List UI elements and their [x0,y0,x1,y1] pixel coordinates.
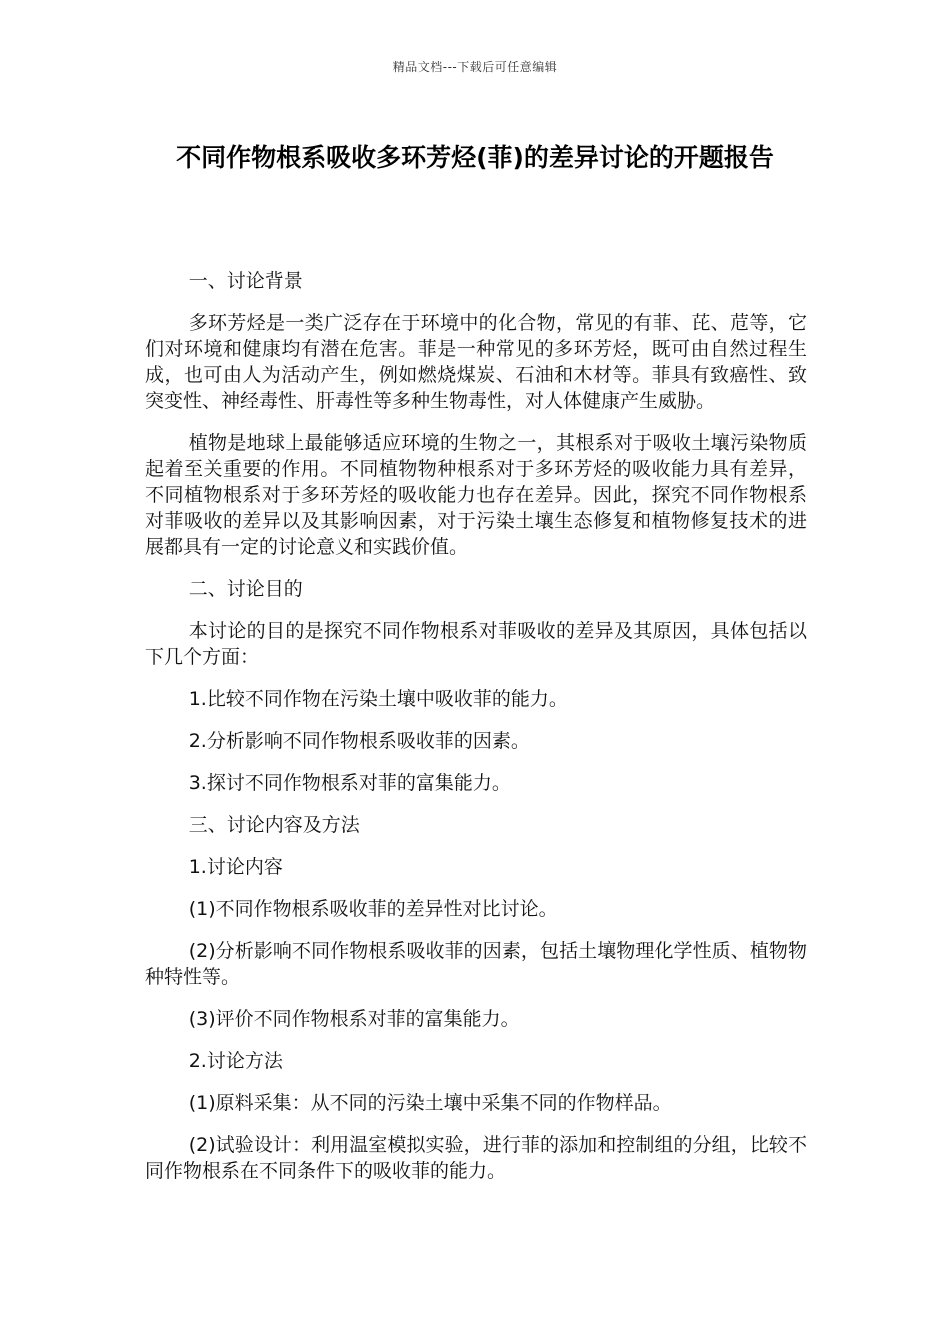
section-heading-purpose: 二、讨论目的 [188,578,303,600]
subheading-methods: 2.讨论方法 [188,1050,283,1072]
document-body [145,268,807,1200]
list-item-content-1: (1)不同作物根系吸收菲的差异性对比讨论。 [188,898,558,920]
list-item-purpose-3: 3.探讨不同作物根系对菲的富集能力。 [188,772,511,794]
list-item-method-1: (1)原料采集：从不同的污染土壤中采集不同的作物样品。 [188,1092,672,1114]
list-item-content-3: (3)评价不同作物根系对菲的富集能力。 [188,1008,520,1030]
paragraph-background-plants: 植物是地球上最能够适应环境的生物之一，其根系对于吸收土壤污染物质起着至关重要的作用。不同植物物种根系对于多环芳烃的吸收能力具有差异，不同植物根系对于多环芳烃的吸收能力也存在差异。因此，探究不同作物根系对菲吸收的差异以及其影响因素，对于污染土壤生态修复和植物修复技术的进展都具有一定的讨论意义和实践价值。 [145,432,807,558]
list-item-purpose-1: 1.比较不同作物在污染土壤中吸收菲的能力。 [188,688,568,710]
list-item-purpose-2: 2.分析影响不同作物根系吸收菲的因素。 [188,730,530,752]
paragraph-purpose-intro: 本讨论的目的是探究不同作物根系对菲吸收的差异及其原因，具体包括以下几个方面： [145,620,807,668]
document-title: 不同作物根系吸收多环芳烃(菲)的差异讨论的开题报告 [176,143,774,172]
list-item-content-2: (2)分析影响不同作物根系吸收菲的因素，包括土壤物理化学性质、植物物种特性等。 [145,940,807,988]
section-heading-background: 一、讨论背景 [188,270,303,292]
list-item-method-2: (2)试验设计：利用温室模拟实验，进行菲的添加和控制组的分组，比较不同作物根系在不同条件下的吸收菲的能力。 [145,1134,807,1182]
paragraph-background-pah: 多环芳烃是一类广泛存在于环境中的化合物，常见的有菲、芘、苊等，它们对环境和健康均有潜在危害。菲是一种常见的多环芳烃，既可由自然过程生成，也可由人为活动产生，例如燃烧煤炭、石油和木材等。菲具有致癌性、致突变性、神经毒性、肝毒性等多种生物毒性，对人体健康产生威胁。 [145,312,807,412]
subheading-content: 1.讨论内容 [188,856,283,878]
section-heading-content-methods: 三、讨论内容及方法 [188,814,360,836]
header-note: 精品文档---下载后可任意编辑 [392,60,558,74]
